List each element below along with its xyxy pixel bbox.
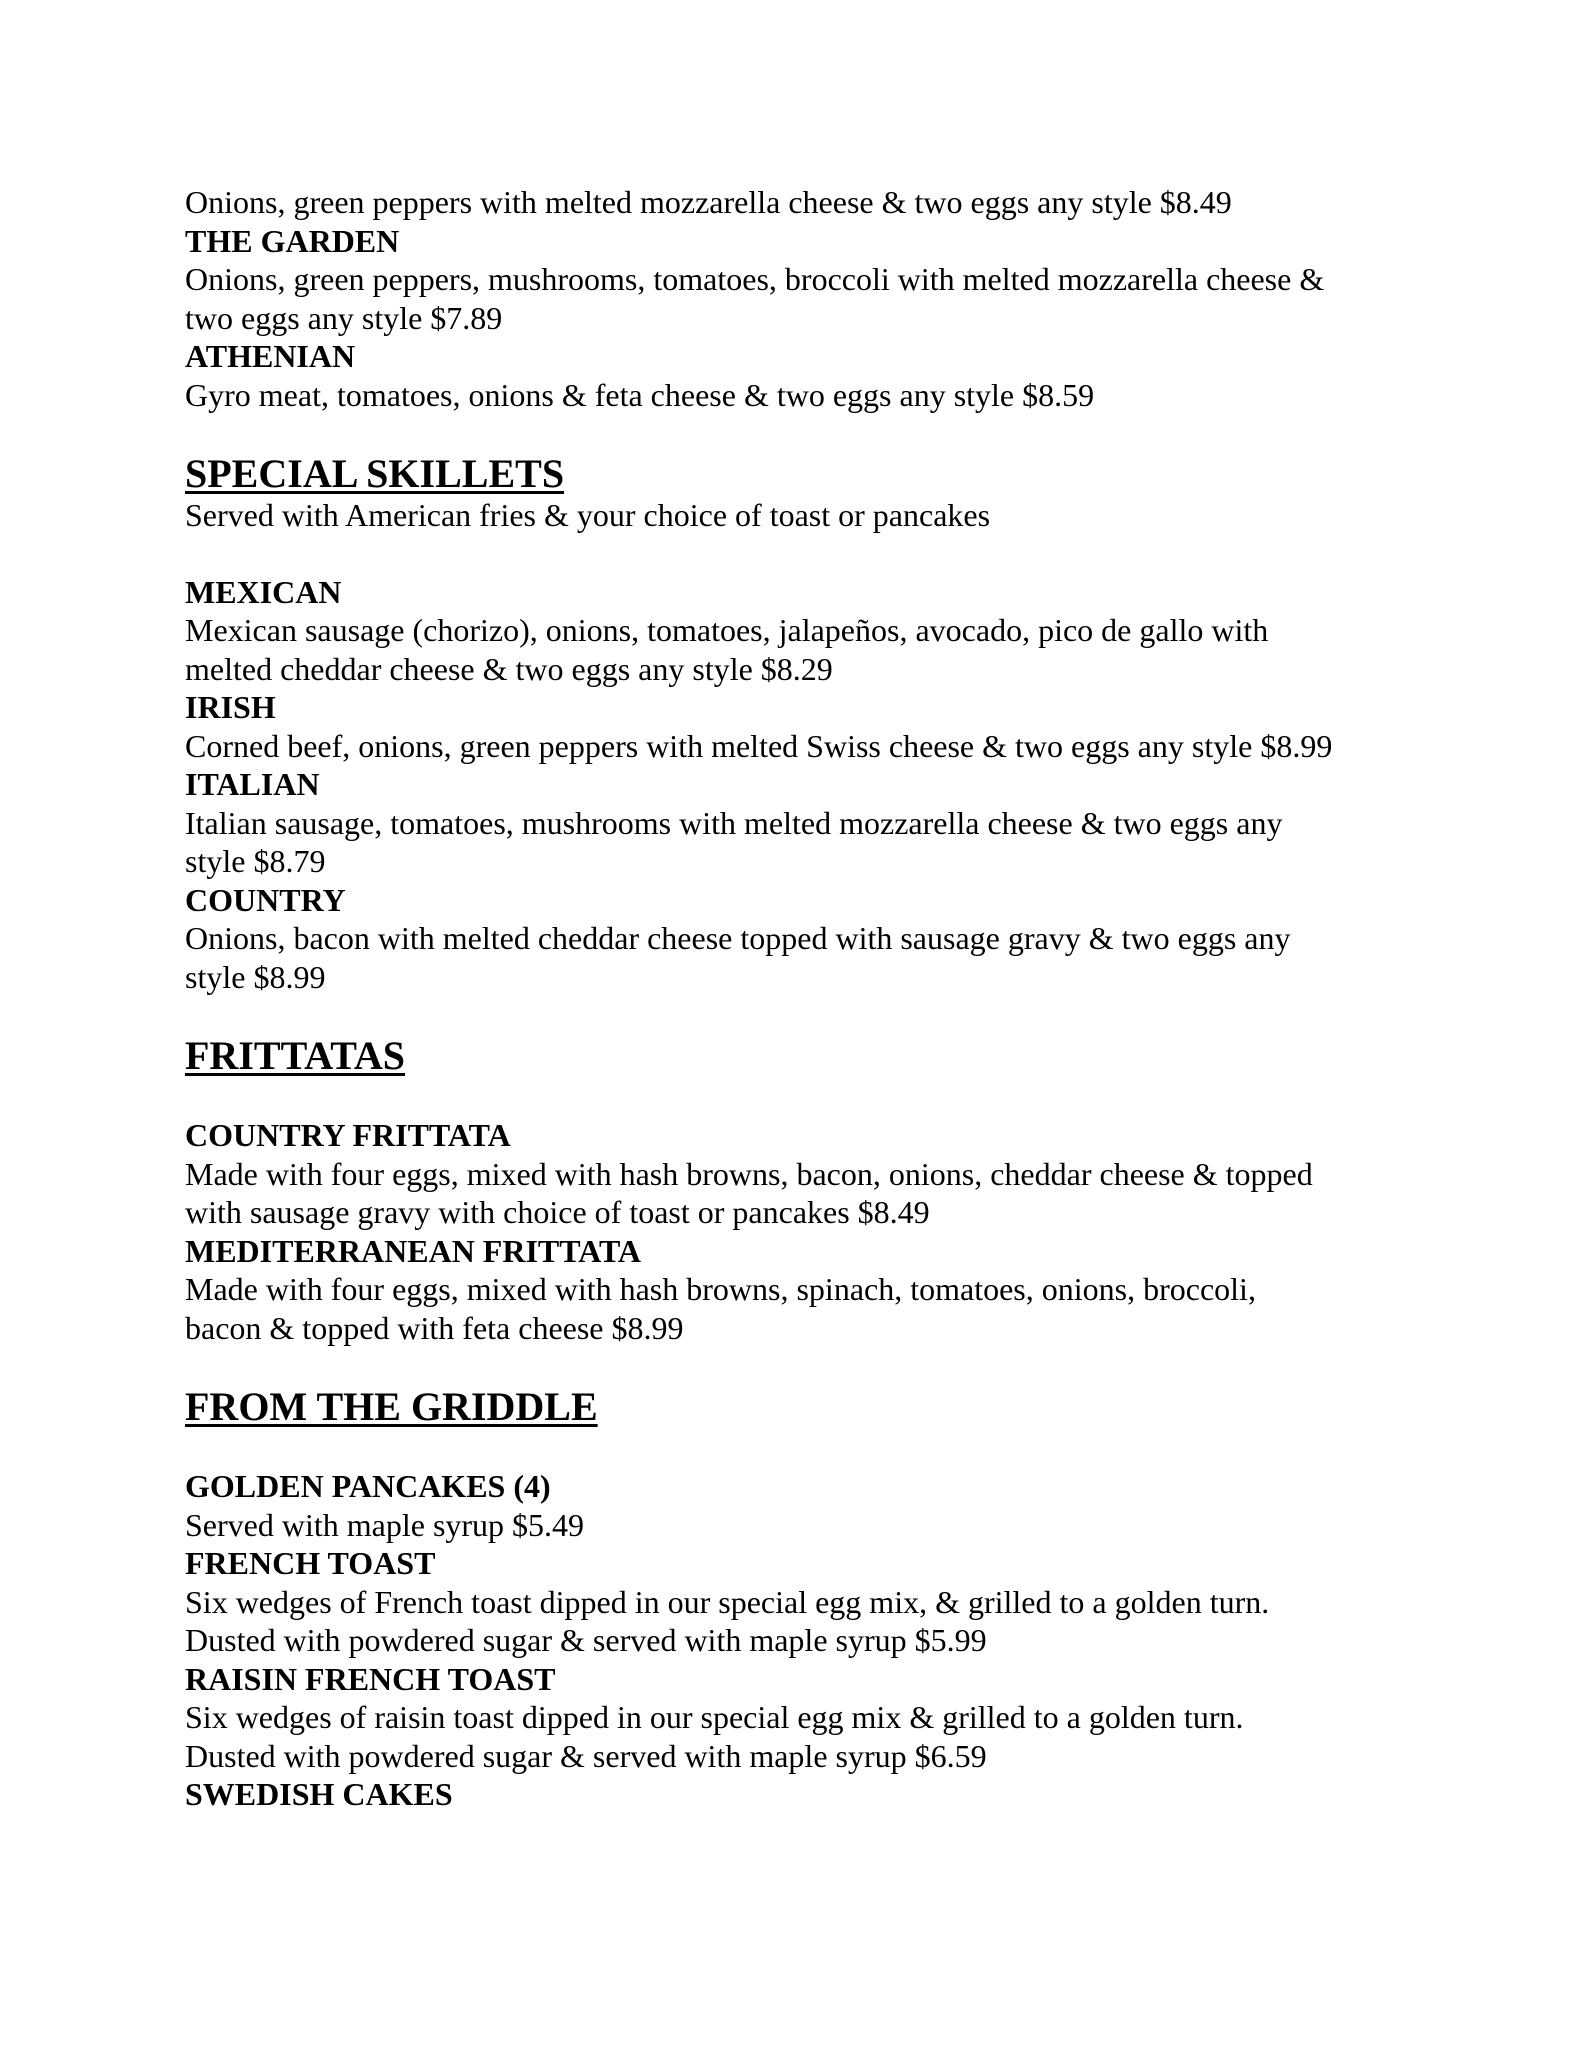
- item-description: Dusted with powdered sugar & served with maple syrup $5.99: [185, 1622, 987, 1658]
- item-description: Mexican sausage (chorizo), onions, tomatoes, jalapeños, avocado, pico de gallo with: [185, 612, 1269, 648]
- item-name: ITALIAN: [185, 766, 320, 802]
- item-name: ATHENIAN: [185, 338, 356, 374]
- item-description: Dusted with powdered sugar & served with maple syrup $6.59: [185, 1737, 987, 1774]
- menu-item: [185, 1544, 1415, 1660]
- item-description: Italian sausage, tomatoes, mushrooms with melted mozzarella cheese & two eggs any: [185, 804, 1283, 841]
- menu-item: [185, 881, 1415, 997]
- item-name: SWEDISH CAKES: [185, 1776, 453, 1812]
- item-description: Gyro meat, tomatoes, onions & feta cheese & two eggs any style $8.59: [185, 376, 1095, 413]
- menu-item: [185, 1232, 1415, 1348]
- menu-page: [185, 183, 1415, 1814]
- menu-item: [185, 1660, 1415, 1776]
- menu-item: [185, 1775, 1415, 1814]
- section-frittatas: [185, 1034, 1415, 1347]
- item-name: FRENCH TOAST: [185, 1545, 436, 1581]
- item-description: Corned beef, onions, green peppers with melted Swiss cheese & two eggs any style $8.99: [185, 727, 1333, 764]
- item-description: Made with four eggs, mixed with hash browns, spinach, tomatoes, onions, broccoli,: [185, 1271, 1256, 1307]
- item-description: with sausage gravy with choice of toast or pancakes $8.49: [185, 1194, 930, 1230]
- item-description: bacon & topped with feta cheese $8.99: [185, 1309, 684, 1346]
- item-name: RAISIN FRENCH TOAST: [185, 1660, 556, 1697]
- item-description: melted cheddar cheese & two eggs any style $8.29: [185, 650, 833, 687]
- menu-item: [185, 337, 1415, 414]
- item-name: COUNTRY FRITTATA: [185, 1117, 511, 1153]
- item-name: COUNTRY: [185, 881, 346, 918]
- item-name: THE GARDEN: [185, 222, 400, 259]
- section-special-skillets: [185, 452, 1415, 996]
- item-description: style $8.99: [185, 958, 326, 995]
- item-description: Onions, green peppers with melted mozzarella cheese & two eggs any style $8.49: [185, 184, 1232, 220]
- menu-item: [185, 222, 1415, 338]
- item-description: Served with maple syrup $5.49: [185, 1506, 585, 1543]
- section-subtitle: Served with American fries & your choice of toast or pancakes: [185, 497, 991, 533]
- section-heading: SPECIAL SKILLETS: [185, 451, 565, 496]
- item-description: Six wedges of raisin toast dipped in our special egg mix & grilled to a golden turn.: [185, 1699, 1244, 1735]
- menu-item: [185, 765, 1415, 881]
- item-description: Six wedges of French toast dipped in our special egg mix, & grilled to a golden turn.: [185, 1583, 1270, 1620]
- section-heading: FROM THE GRIDDLE: [185, 1384, 598, 1429]
- menu-item: [185, 573, 1415, 689]
- item-name: IRISH: [185, 689, 276, 725]
- section-griddle: [185, 1385, 1415, 1814]
- item-description: Made with four eggs, mixed with hash browns, bacon, onions, cheddar cheese & topped: [185, 1155, 1313, 1192]
- item-name: GOLDEN PANCAKES (4): [185, 1468, 551, 1504]
- menu-item: [185, 1116, 1415, 1232]
- menu-item: [185, 688, 1415, 765]
- item-description: style $8.79: [185, 843, 326, 879]
- item-name: MEDITERRANEAN FRITTATA: [185, 1232, 642, 1269]
- item-description: Onions, bacon with melted cheddar cheese topped with sausage gravy & two eggs any: [185, 920, 1291, 956]
- menu-item: [185, 1467, 1415, 1544]
- section-heading: FRITTATAS: [185, 1033, 406, 1078]
- item-name: MEXICAN: [185, 573, 342, 610]
- item-description: Onions, green peppers, mushrooms, tomatoes, broccoli with melted mozzarella cheese &: [185, 261, 1325, 297]
- item-description: two eggs any style $7.89: [185, 299, 503, 336]
